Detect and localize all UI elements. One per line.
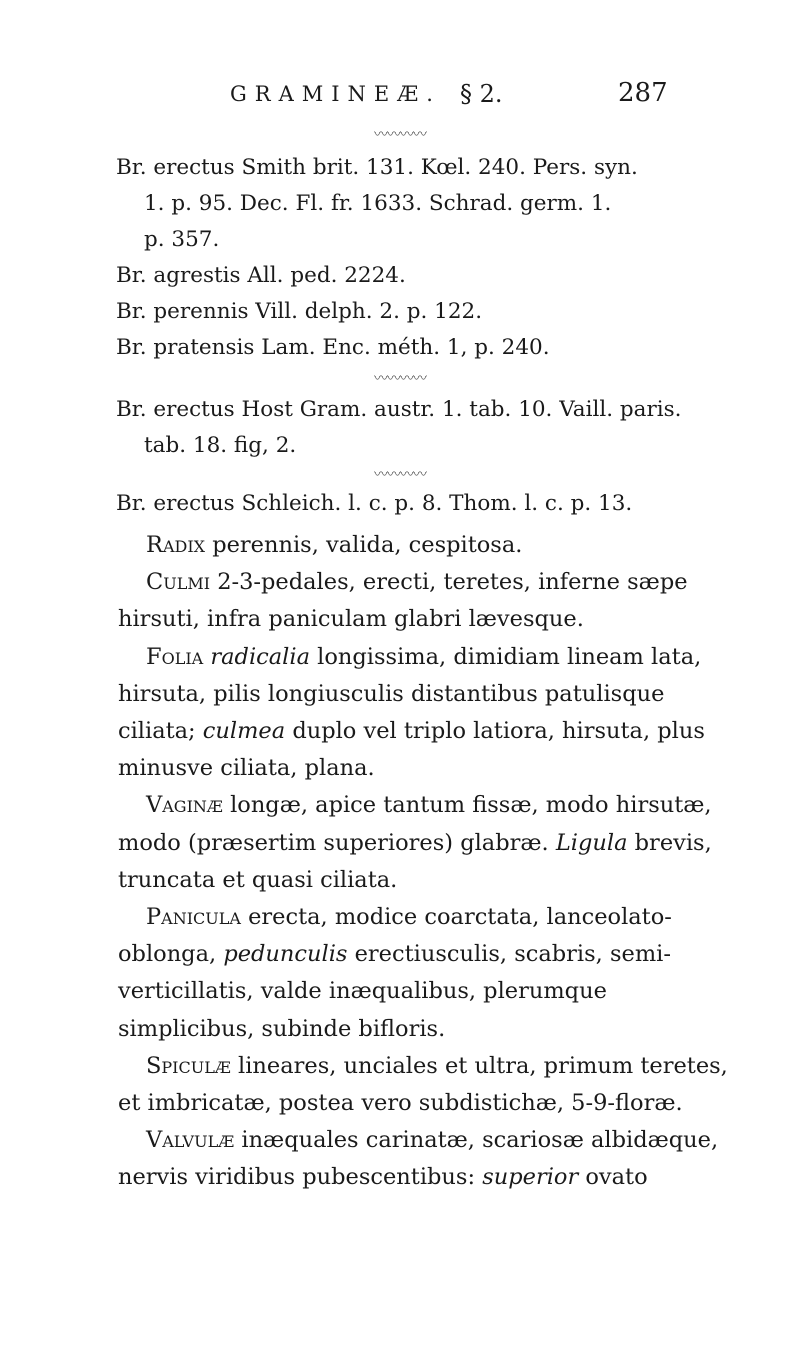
- paragraph-folia: Folia radicalia longissima, dimidiam lineam lata, hirsuta, pilis longiusculis distantibus patulisque ciliata; culmea duplo vel triplo latiora, hirsuta, plus minusve ciliata, plana.: [118, 643, 705, 782]
- paragraph-radix: Radix perennis, valida, cespitosa.: [146, 532, 523, 558]
- paragraph-vaginae: Vaginæ longæ, apice tantum fissæ, modo hirsutæ, modo (præsertim superiores) glabræ. Ligula brevis, truncata et quasi ciliata.: [118, 792, 712, 893]
- term-culmi: Culmi: [146, 569, 211, 596]
- synonym-line: p. 357.: [144, 227, 220, 252]
- term-panicula: Panicula: [146, 904, 241, 931]
- section-mark: § 2.: [460, 80, 503, 108]
- page-number: 287: [618, 78, 668, 108]
- paragraph-culmi: Culmi 2-3-pedales, erecti, teretes, inferne sæpe hirsuti, infra paniculam glabri lævesque.: [118, 569, 688, 633]
- synonym-line: Br. perennis Vill. delph. 2. p. 122.: [116, 299, 483, 324]
- term-vaginae: Vaginæ: [146, 792, 223, 819]
- term-folia: Folia: [146, 643, 204, 670]
- paragraph-valvulae: Valvulæ inæquales carinatæ, scariosæ albidæque, nervis viridibus pubescentibus: superior ovato: [118, 1127, 719, 1191]
- term-ligula: Ligula: [555, 829, 628, 856]
- synonym-line: Br. erectus Schleich. l. c. p. 8. Thom. l. c. p. 13.: [116, 491, 633, 516]
- synonym-block-1: [116, 150, 736, 366]
- ornament-divider: 〰〰〰〰: [374, 127, 426, 143]
- term-valvulae: Valvulæ: [146, 1127, 235, 1154]
- ornament-divider: 〰〰〰〰: [374, 371, 426, 387]
- synonym-block-2: [116, 392, 736, 464]
- paragraph-spiculae: Spiculæ lineares, unciales et ultra, primum teretes, et imbricatæ, postea vero subdistichæ, 5-9-floræ.: [118, 1052, 728, 1117]
- synonym-line: Br. agrestis All. ped. 2224.: [116, 263, 406, 288]
- synonym-line: tab. 18. fig, 2.: [144, 433, 297, 458]
- synonym-line: 1. p. 95. Dec. Fl. fr. 1633. Schrad. germ. 1.: [144, 191, 612, 216]
- synonym-line: Br. pratensis Lam. Enc. méth. 1, p. 240.: [116, 335, 550, 360]
- running-header: [230, 78, 700, 122]
- paragraph-panicula: Panicula erecta, modice coarctata, lanceolato-oblonga, pedunculis erectiusculis, scabris, semi-verticillatis, valde inæqualibus, plerumque simplicibus, subinde bifloris.: [118, 904, 672, 1042]
- running-title: GRAMINEÆ.: [230, 82, 441, 106]
- synonym-line: Br. erectus Host Gram. austr. 1. tab. 10. Vaill. paris.: [116, 397, 682, 422]
- description-text: [118, 527, 744, 1197]
- term-spiculae: Spiculæ: [146, 1052, 231, 1079]
- ornament-divider: 〰〰〰〰: [374, 467, 426, 483]
- term-radix: Radix: [146, 532, 206, 558]
- synonym-block-3: [116, 486, 736, 522]
- synonym-line: Br. erectus Smith brit. 131. Kœl. 240. Pers. syn.: [116, 155, 638, 180]
